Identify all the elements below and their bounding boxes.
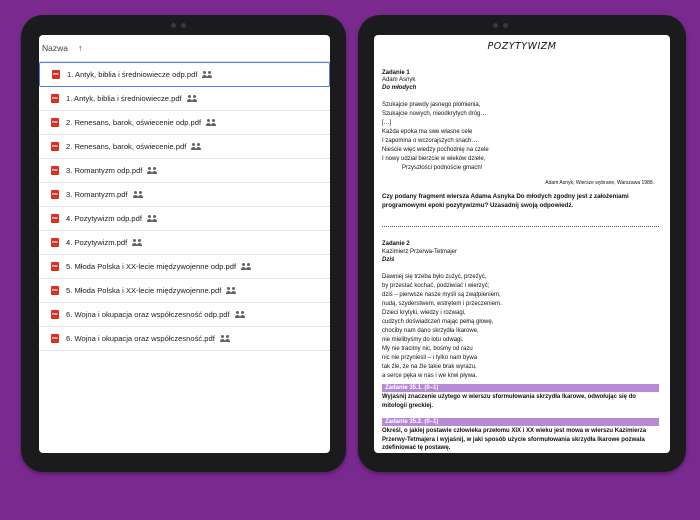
file-browser-screen [39,35,330,453]
shared-people-icon [148,215,158,222]
task1-poem-title: Do młodych [382,85,417,91]
shared-people-icon [221,335,231,342]
pdf-icon: PDF [51,190,59,199]
file-name: 1. Antyk, biblia i średniowiecze.pdf [66,94,182,103]
pdf-viewer-screen [374,35,670,453]
file-name: 5. Młoda Polska i XX-lecie międzywojenne.pdf [66,286,222,295]
file-name: 4. Pozytywizm.pdf [66,238,128,247]
task2-heading: Zadanie 2 [382,241,410,247]
file-name: 3. Romantyzm.pdf [66,190,128,199]
file-row[interactable] [39,327,330,351]
shared-people-icon [134,191,144,198]
file-row[interactable] [39,231,330,255]
pdf-icon: PDF [52,70,60,79]
shared-people-icon [188,95,198,102]
poem1-line: I nowy udział bierzcie w wieków dziele, [382,156,486,162]
pdf-icon: PDF [51,310,59,319]
pdf-icon: PDF [51,238,59,247]
file-name: 1. Antyk, biblia i średniowiecze odp.pdf [67,70,198,79]
file-row[interactable] [39,87,330,111]
file-row[interactable] [39,159,330,183]
document-page [374,35,670,453]
camera-icon [503,23,508,28]
file-row[interactable] [39,183,330,207]
shared-people-icon [203,71,213,78]
file-row[interactable] [39,255,330,279]
task2-poem-title: Dziś [382,257,395,263]
file-name: 4. Pozytywizm odp.pdf [66,214,142,223]
poem2-line: nie mielibyśmy do lotu odwagi. [382,337,464,343]
poem2-line: tak źle, że na źle takie brak wyrazu, [382,364,477,370]
subtask-35-1-label: Zadanie 35.1. (0–1) [382,384,659,392]
list-header [39,35,330,62]
shared-people-icon [227,287,237,294]
poem1-line: Przyszłości podnoście gmach! [402,165,483,171]
shared-people-icon [242,263,252,270]
poem2-line: nic nie przyniesli – i tylko nam bywa [382,355,478,361]
pdf-icon: PDF [51,94,59,103]
poem2-line: cudzych doświadczeń mając pełną głowę, [382,319,494,325]
subtask-35-2-label: Zadanie 35.2. (0–1) [382,418,659,426]
subtask-35-2-text: Określ, o jakiej postawie człowieka przełomu XIX i XX wieku jest mowa w wierszu Kazimierza Przerwy-Tetmajera i wyjaśnij, w jaki sposób użycie sformułowania skrzydła Ikarowe pozwala zdefiniować tę postawę. [382,428,647,451]
shared-people-icon [192,143,202,150]
shared-people-icon [236,311,246,318]
pdf-icon: PDF [51,286,59,295]
poem2-line: Dzieci krytyki, wiedzy i rozwagi, [382,310,466,316]
poem1-line: Nieście więc wiedzy pochodnię na czele [382,147,489,153]
poem2-line: a serce pęka w nas i we krwi pływa. [382,373,478,379]
file-row[interactable] [39,135,330,159]
pdf-icon: PDF [51,142,59,151]
shared-people-icon [148,167,158,174]
poem2-line: nudą, szyderstwem, wstrętem i przeczeniem. [382,301,502,307]
poem2-line: dziś – pierwsze nasze myśli są zwątpieniem, [382,292,501,298]
left-tablet [21,15,346,472]
pdf-icon: PDF [51,214,59,223]
file-name: 5. Młoda Polska i XX-lecie międzywojenne odp.pdf [66,262,237,271]
task1-heading: Zadanie 1 [382,70,410,76]
shared-people-icon [133,239,143,246]
file-name: 3. Romantyzm odp.pdf [66,166,143,175]
subtask-35-1-text: Wyjaśnij znaczenie użytego w wierszu sformułowania skrzydła Ikarowe, odwołując się do mitologii greckiej. [382,394,636,409]
task1-source: Adam Asnyk, Wiersze wybrane, Warszawa 1988. [545,180,654,186]
pdf-icon: PDF [51,334,59,343]
camera-icon [171,23,176,28]
poem2-line: Dawniej się trzeba było zużyć, przeżyć, [382,274,487,280]
file-name: 2. Renesans, barok, oświecenie.pdf [66,142,187,151]
pdf-icon: PDF [51,118,59,127]
file-name: 2. Renesans, barok, oświecenie odp.pdf [66,118,202,127]
arrow-up-icon[interactable]: ↑ [77,43,83,53]
poem2-line: by przestać kochać, podziwiać i wierzyć; [382,283,490,289]
right-tablet [358,15,686,472]
task1-question: Czy podany fragment wiersza Adama Asnyka Do młodych zgodny jest z założeniami programowymi epoki pozytywizmu? Uzasadnij swoją odpowiedź. [382,193,629,209]
poem2-line: My nie tracimy nic, bośmy od razu [382,346,473,352]
file-row[interactable] [39,207,330,231]
poem1-line: Szukajcie nowych, nieodkrytych dróg… [382,111,487,117]
file-name: 6. Wojna i okupacja oraz współczesność odp.pdf [66,310,230,319]
pdf-icon: PDF [51,262,59,271]
camera-icon [181,23,186,28]
file-row[interactable] [39,62,330,87]
column-name-header[interactable]: Nazwa [42,43,68,53]
poem1-line: Szukajcie prawdy jasnego płomienia, [382,102,481,108]
shared-people-icon [207,119,217,126]
pdf-icon: PDF [51,166,59,175]
file-row[interactable] [39,279,330,303]
task2-author: Kazimierz Przerwa-Tetmajer [382,249,458,255]
poem1-line: I zapomina o wczorajszych snach… [382,138,478,144]
poem1-line: […] [382,120,392,126]
file-row[interactable] [39,303,330,327]
poem2-line: chociby nam dano skrzydła Ikarowe, [382,328,479,334]
file-list [39,62,330,351]
task1-author: Adam Asnyk [382,77,416,83]
answer-line [382,226,659,227]
camera-icon [493,23,498,28]
poem1-line: Każda epoka ma swe własne cele [382,129,473,135]
file-name: 6. Wojna i okupacja oraz współczesność.pdf [66,334,215,343]
document-title: POZYTYWIZM [487,41,557,52]
file-row[interactable] [39,111,330,135]
